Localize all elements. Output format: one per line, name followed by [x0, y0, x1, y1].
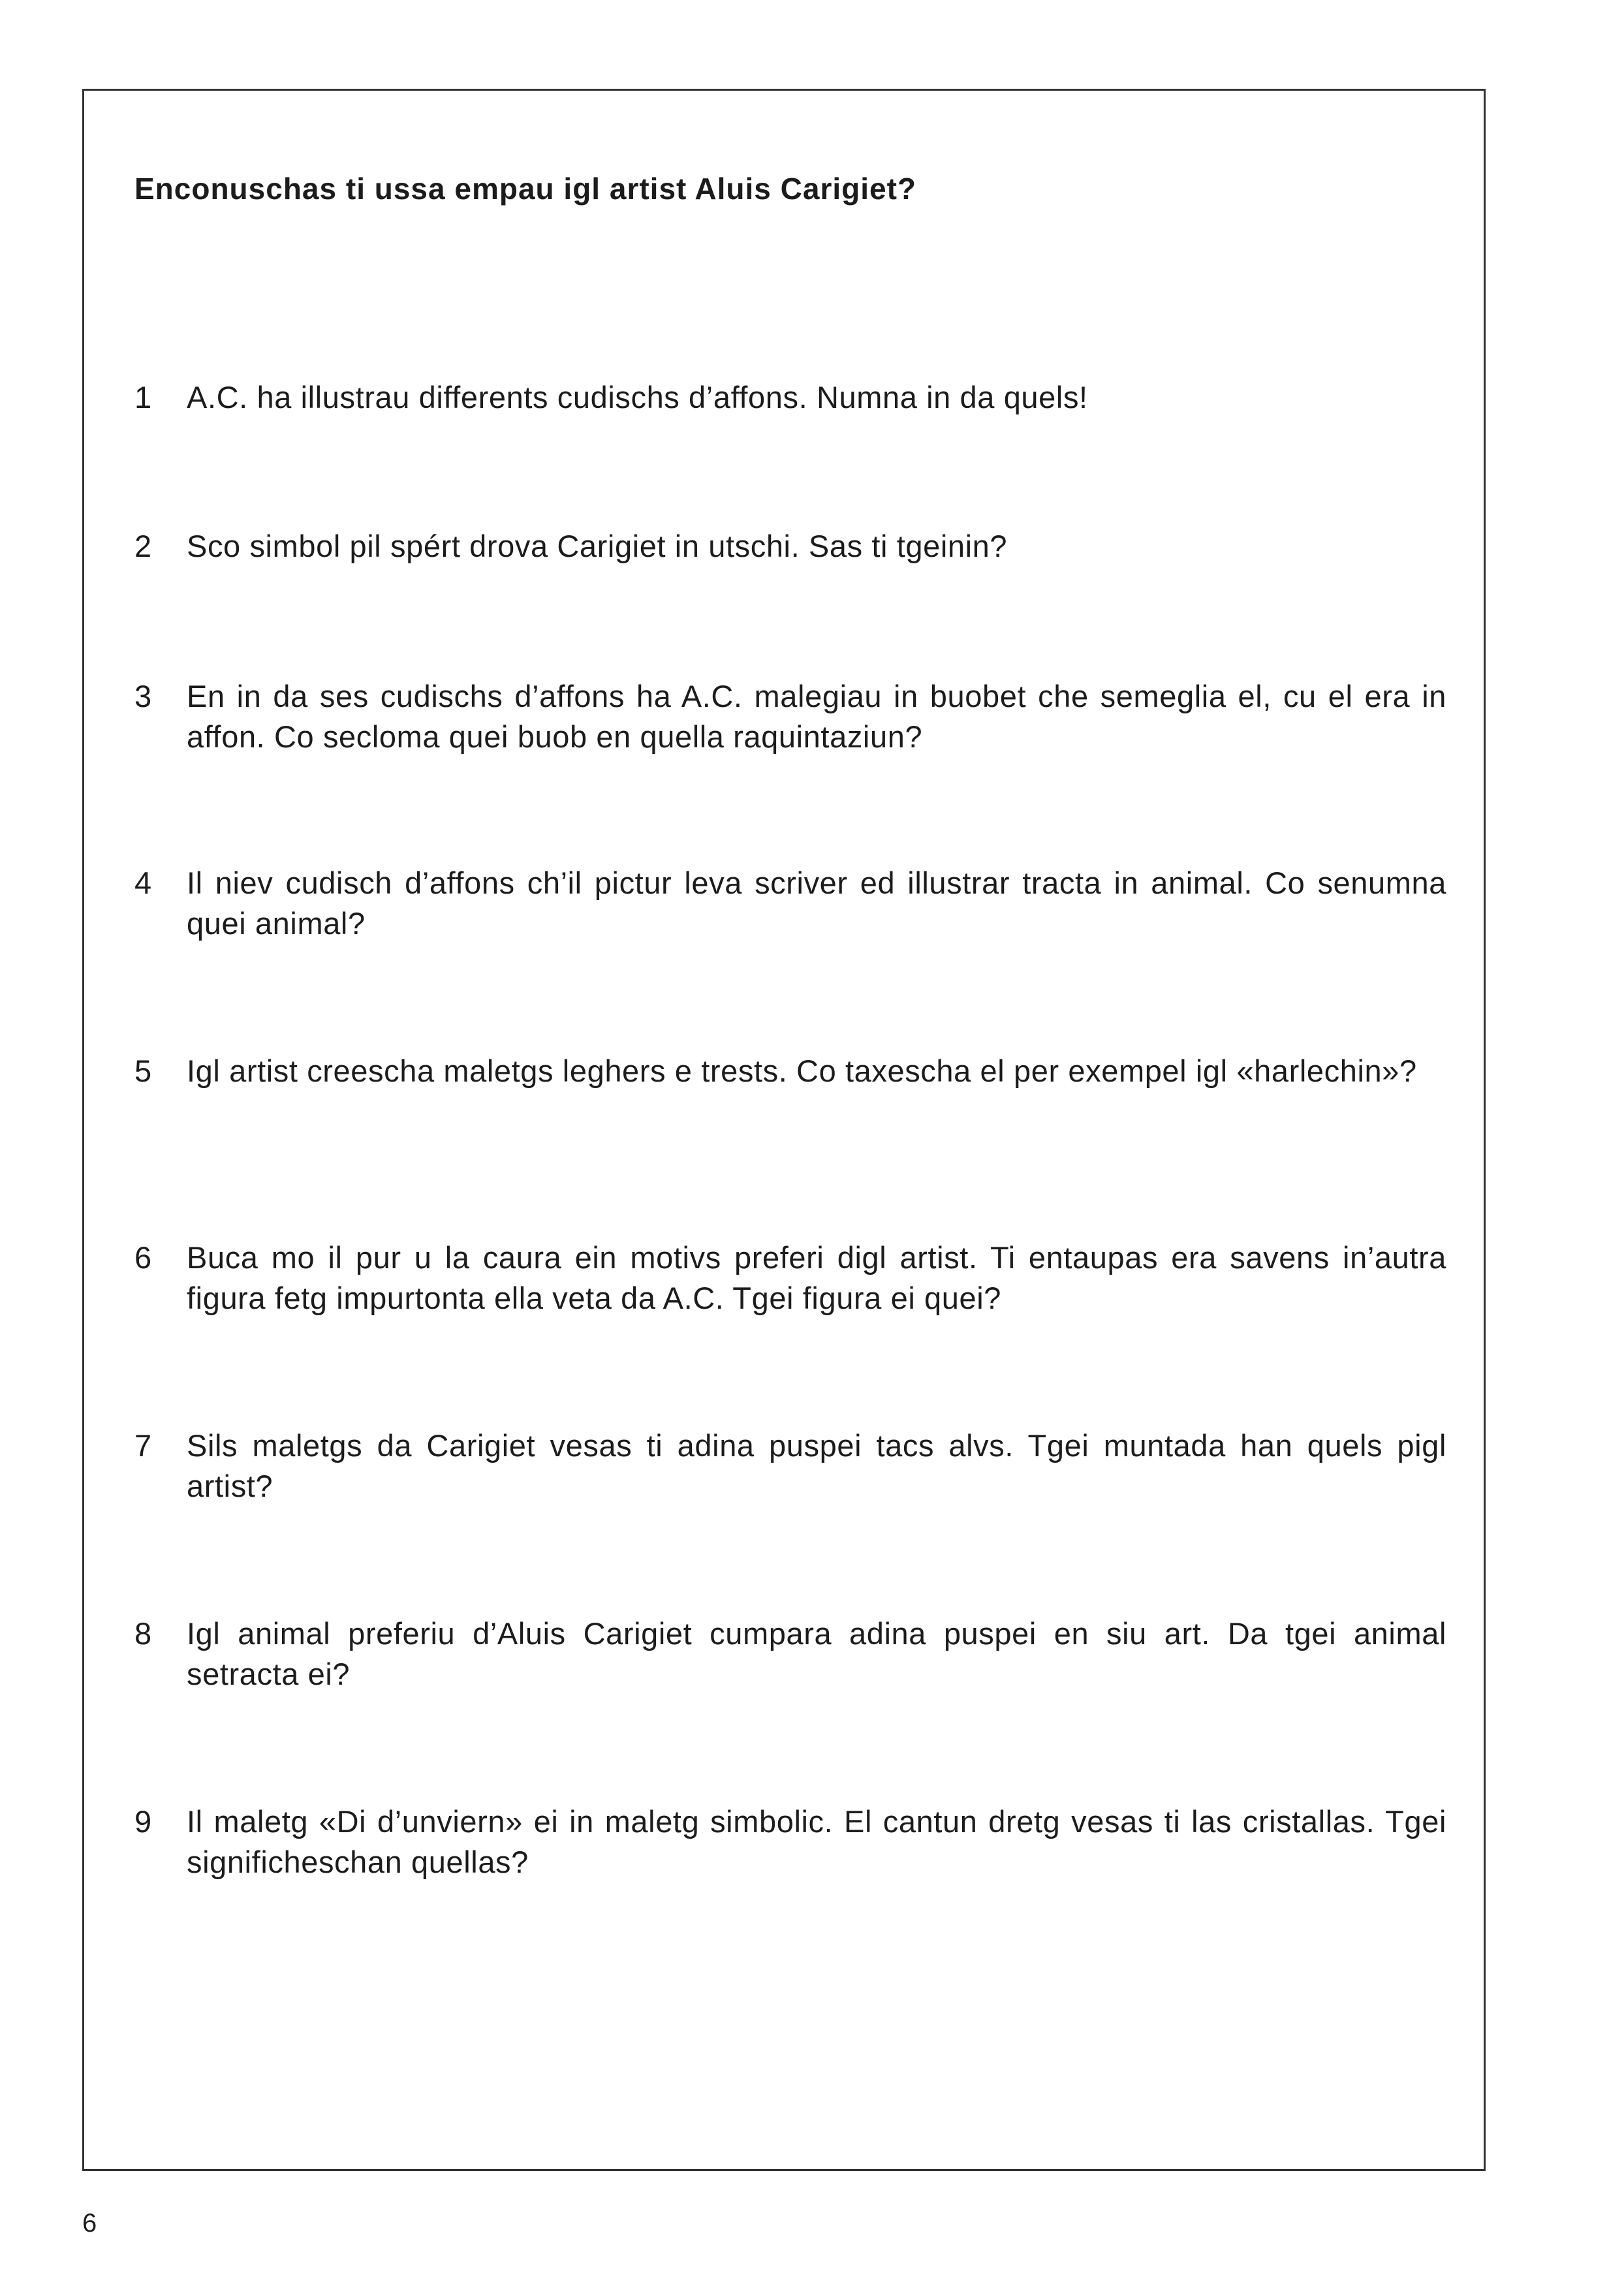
question-3: [134, 676, 1446, 757]
question-6: [134, 1238, 1446, 1319]
question-number: 4: [134, 866, 152, 900]
question-text: Igl artist creescha maletgs leghers e trests. Co taxescha el per exempel igl «harlechin»?: [187, 1054, 1417, 1088]
question-text: Il niev cudisch d’affons ch’il pictur leva scriver ed illustrar tracta in animal. Co senumna quei animal?: [187, 866, 1446, 941]
question-number: 5: [134, 1054, 152, 1088]
question-text: Sco simbol pil spért drova Carigiet in utschi. Sas ti tgeinin?: [187, 529, 1008, 563]
question-text: En in da ses cudischs d’affons ha A.C. malegiau in buobet che semeglia el, cu el era in affon. Co secloma quei buob en quella raquintaziun?: [187, 679, 1446, 754]
question-5: [134, 1051, 1446, 1091]
question-1: [134, 377, 1446, 418]
question-text: Buca mo il pur u la caura ein motivs preferi digl artist. Ti entaupas era savens in’autra figura fetg impurtonta ella veta da A.C. Tgei figura ei quei?: [187, 1240, 1446, 1315]
question-number: 6: [134, 1240, 152, 1275]
question-text: Igl animal preferiu d’Aluis Carigiet cumpara adina puspei en siu art. Da tgei animal setracta ei?: [187, 1616, 1446, 1691]
question-2: [134, 526, 1446, 567]
question-number: 3: [134, 679, 152, 713]
question-text: A.C. ha illustrau differents cudischs d’affons. Numna in da quels!: [187, 380, 1088, 414]
question-text: Il maletg «Di d’unviern» ei in maletg simbolic. El cantun dretg vesas ti las cristallas. Tgei significheschan quellas?: [187, 1804, 1446, 1879]
question-8: [134, 1614, 1446, 1694]
question-text: Sils maletgs da Carigiet vesas ti adina puspei tacs alvs. Tgei muntada han quels pigl artist?: [187, 1428, 1446, 1503]
question-9: [134, 1802, 1446, 1882]
question-number: 8: [134, 1616, 152, 1651]
page-number: 6: [82, 2209, 97, 2238]
question-number: 9: [134, 1804, 152, 1839]
page-title: Enconuschas ti ussa empau igl artist Aluis Carigiet?: [134, 172, 917, 206]
question-number: 2: [134, 529, 152, 563]
question-number: 1: [134, 380, 152, 414]
question-number: 7: [134, 1428, 152, 1463]
question-7: [134, 1426, 1446, 1507]
question-4: [134, 863, 1446, 944]
